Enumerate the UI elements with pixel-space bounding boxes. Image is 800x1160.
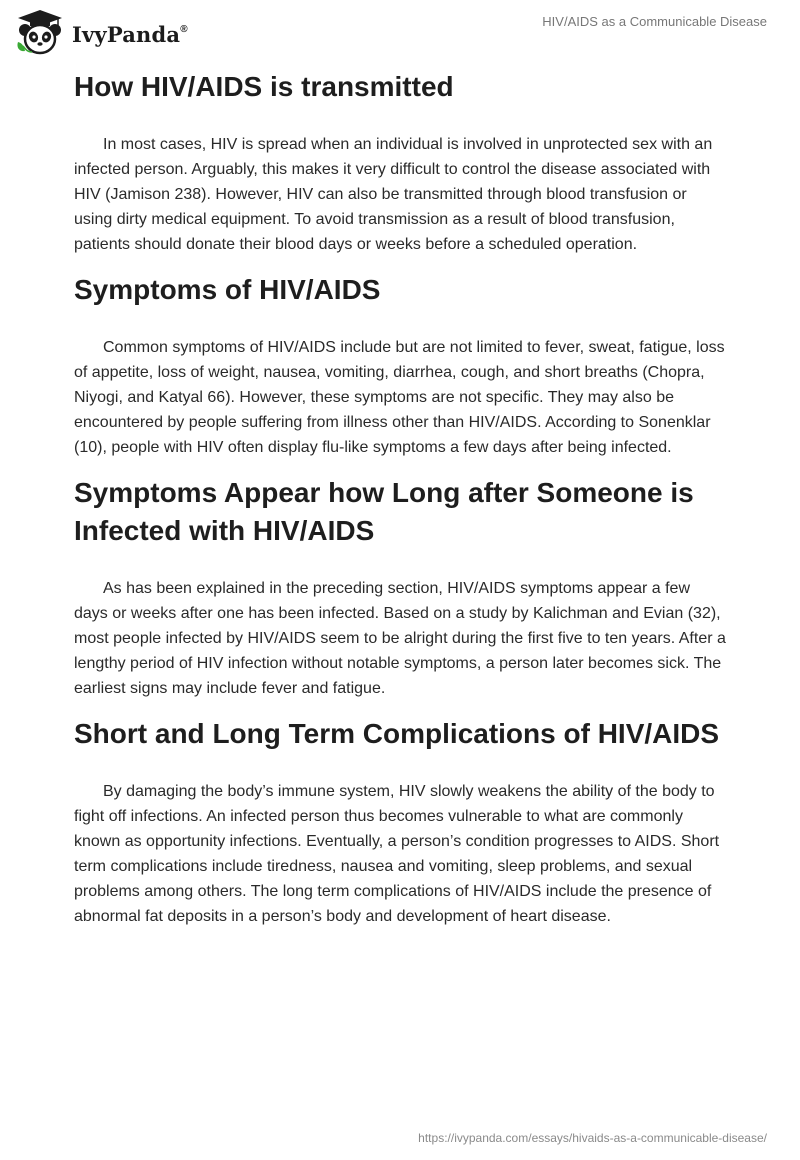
registered-mark: ® xyxy=(180,23,188,35)
panda-graduate-icon xyxy=(14,8,66,56)
section-symptom-onset xyxy=(74,474,726,701)
section-paragraph: Common symptoms of HIV/AIDS include but are not limited to fever, sweat, fatigue, loss of appetite, loss of weight, nausea, vomiting, diarrhea, cough, and short breaths (Chopra, Niyogi, and Katyal 66). However, these symptoms are not specific. They may also be encountered by people suffering from illness other than HIV/AIDS. According to Sonenklar (10), people with HIV often display flu-like symptoms a few days after being infected. xyxy=(74,339,725,456)
ivypanda-logo[interactable] xyxy=(14,8,188,56)
section-paragraph: By damaging the body’s immune system, HIV slowly weakens the ability of the body to fight off infections. An infected person thus becomes vulnerable to what are commonly known as opportunity infections. Eventually, a person’s condition progresses to AIDS. Short term complications include tiredness, nausea and vomiting, sleep problems, and sexual problems among others. The long term complications of HIV/AIDS include the presence of abnormal fat deposits in a person’s body and development of heart disease. xyxy=(74,783,720,925)
page-header xyxy=(0,0,800,64)
source-url-link[interactable]: https://ivypanda.com/essays/hivaids-as-a-communicable-disease/ xyxy=(418,1131,767,1145)
section-heading: Short and Long Term Complications of HIV/AIDS xyxy=(74,718,720,749)
section-transmission xyxy=(74,68,726,257)
brand-name: IvyPanda® xyxy=(72,21,188,47)
section-heading: How HIV/AIDS is transmitted xyxy=(74,71,454,102)
article-body xyxy=(74,68,726,943)
section-symptoms xyxy=(74,271,726,460)
section-heading: Symptoms of HIV/AIDS xyxy=(74,274,381,305)
document-title: HIV/AIDS as a Communicable Disease xyxy=(542,14,767,29)
section-complications xyxy=(74,715,726,929)
section-paragraph: As has been explained in the preceding section, HIV/AIDS symptoms appear a few days or weeks after one has been infected. Based on a study by Kalichman and Evian (32), most people infected by HIV/AIDS seem to be alright during the first five to ten years. After a lengthy period of HIV infection without notable symptoms, a person later becomes sick. The earliest signs may include fever and fatigue. xyxy=(74,580,726,697)
section-heading: Symptoms Appear how Long after Someone is Infected with HIV/AIDS xyxy=(74,477,694,546)
section-paragraph: In most cases, HIV is spread when an individual is involved in unprotected sex with an infected person. Arguably, this makes it very difficult to control the disease associated with HIV (Jamison 238). However, HIV can also be transmitted through blood transfusion or using dirty medical equipment. To avoid transmission as a result of blood transfusion, patients should donate their blood days or weeks before a scheduled operation. xyxy=(74,136,713,253)
